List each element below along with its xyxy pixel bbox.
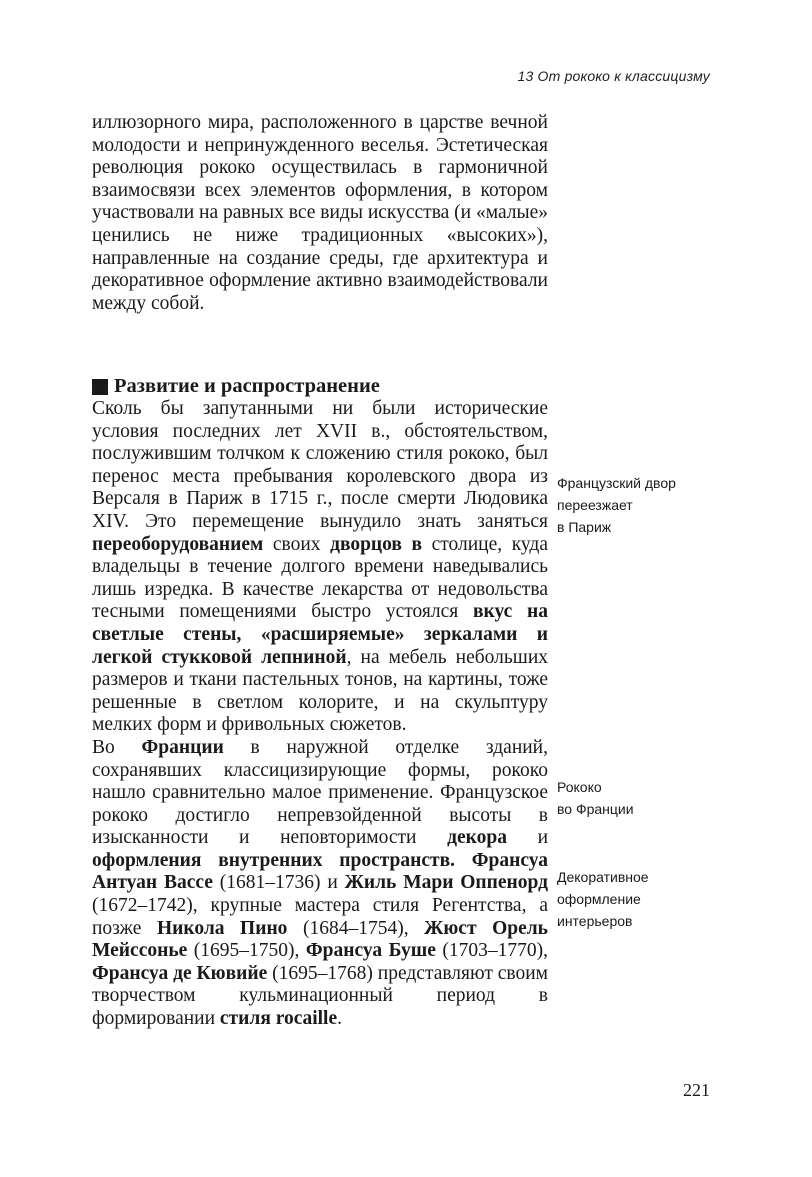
text-run: , на мебель небольших размеров и ткани пастельных тонов, на картины, тоже решенные в светлом колорите, и на скульптуру мелких форм и фривольных сюжетов. [92, 646, 548, 736]
text-run: в наружной отделке зданий, сохранявших классицизирующие формы, рококо нашло сравнительно малое применение. Французское рококо достигло непревзойденной высоты в изысканности и неповторимости [92, 736, 548, 849]
paragraph-intro: иллюзорного мира, расположенного в царстве вечной молодости и непринужденного веселья. Эстетическая революция рококо осуществилась в гармоничной взаимосвязи всех элементов оформления, в котором участвовали на равных все виды искусства (и «малые» ценились не ниже традиционных «высоких»), направленные на создание среды, где архитектура и декоративное оформление активно взаимодействовали между собой. [92, 112, 549, 314]
margin-note-line: Французский двор [557, 475, 676, 491]
bold-term: Франсуа де Кювийе [92, 962, 268, 984]
margin-note-interior-decor [557, 866, 717, 932]
paragraph-france [92, 737, 548, 1031]
margin-note-line: в Париж [557, 519, 612, 535]
text-run: (1672–1742), крупные мастера стиля Регентства, а позже [92, 895, 548, 939]
text-column-top [92, 112, 548, 315]
paragraph-development [92, 398, 548, 737]
bold-term: Франсуа Буше [305, 940, 436, 962]
text-run: и [506, 827, 548, 849]
margin-note-line: Рококо [557, 779, 602, 795]
square-bullet-icon [92, 379, 108, 395]
margin-note-rococo-france [557, 776, 717, 820]
bold-term: вкус на светлые стены, «расширяемые» зеркалами и легкой стукковой лепниной [92, 601, 548, 668]
section-heading-text: Развитие и распространение [114, 375, 380, 397]
text-run: Во [92, 736, 142, 758]
text-run: (1681–1736) и [212, 872, 345, 894]
bold-term: переоборудованием [92, 533, 264, 555]
text-run: . [337, 1008, 342, 1030]
bold-term: декора [447, 827, 507, 849]
bold-term: Жиль Мари Оппенорд [344, 872, 548, 894]
bold-term: оформления внутренних пространств. Франсуа Антуан Вассе [92, 849, 548, 894]
text-run: (1695–1768) представляют своим творчеством кульминационный период в формировании [92, 962, 548, 1030]
margin-note-line: во Франции [557, 801, 634, 817]
text-run: столице, куда владельцы в течение долгого времени наведывались лишь изредка. В качестве лекарства от недовольства тесными помещениями быстро устоялся [92, 533, 548, 623]
margin-note-line: интерьеров [557, 913, 633, 929]
text-run: Сколь бы запутанными ни были исторические условия последних лет XVII в., обстоятельством, послужившим толчком к сложению стиля рококо, был перенос места пребывания королевского двора из Версаля в Париж в 1715 г., после смерти Людовика XIV. Это перемещение вынудило знать заняться [92, 398, 548, 532]
running-head: 13 От рококо к классицизму [517, 68, 710, 84]
section-heading [92, 374, 548, 398]
bold-term: Никола Пино [156, 917, 288, 939]
bold-term: Жюст Орель Мейссонье [92, 917, 548, 962]
text-run: (1703–1770), [435, 940, 548, 962]
bold-term: Франции [141, 736, 224, 758]
text-run: (1695–1750), [187, 940, 306, 962]
page-number: 221 [683, 1080, 710, 1100]
margin-note-line: Декоративное [557, 869, 649, 885]
bold-term: дворцов в [330, 533, 423, 555]
text-column-main [92, 374, 548, 1031]
margin-note-line: оформление [557, 891, 641, 907]
bold-term: стиля rocaille [219, 1008, 338, 1030]
text-run: (1684–1754), [287, 917, 425, 939]
margin-note-line: переезжает [557, 497, 633, 513]
margin-note-court-move [557, 472, 717, 538]
text-run: своих [263, 533, 331, 555]
